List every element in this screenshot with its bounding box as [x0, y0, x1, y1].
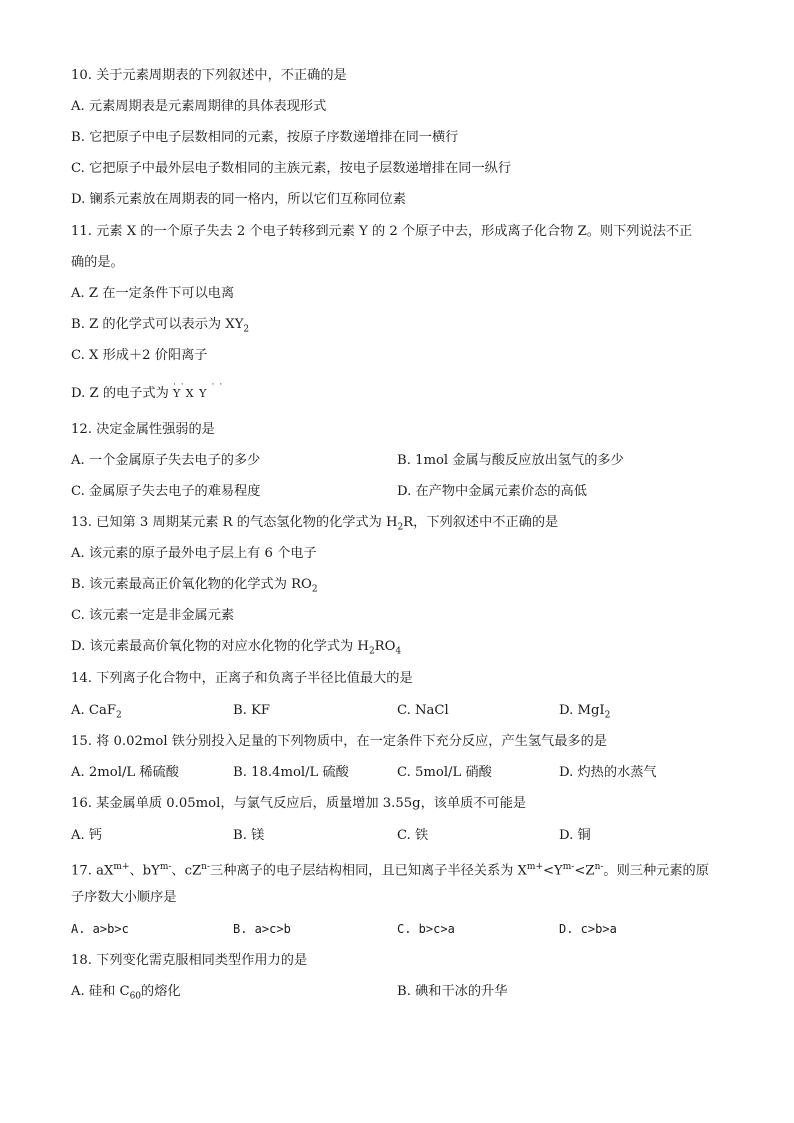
- question-18-stem: 18. 下列变化需克服相同类型作用力的是: [71, 953, 308, 968]
- question-17-stem-line1: 17. $aX^{m+}$、$bY^{m-}$、$cZ^{n-}$三种离子的电子层结构相同，且已知离子半径关系为 $X^{m+}<Y^{m-}<Z^{n-}$。则三种元素的原: [71, 862, 709, 879]
- question-10-option-d: D. 镧系元素放在周期表的同一格内，所以它们互称同位素: [71, 192, 406, 207]
- question-17-stem-line2: 子序数大小顺序是: [71, 890, 177, 905]
- question-17-option-b: B. a>c>b: [233, 922, 291, 936]
- question-10-option-a: A. 元素周期表是元素周期律的具体表现形式: [71, 99, 327, 114]
- question-12-option-c: C. 金属原子失去电子的难易程度: [71, 484, 261, 499]
- question-14-stem: 14. 下列离子化合物中，正离子和负离子半径比值最大的是: [71, 671, 413, 686]
- question-16-stem: 16. 某金属单质 0.05mol，与氯气反应后，质量增加 3.55g，该单质不可能是: [71, 796, 527, 811]
- question-15-option-a: A. 2mol/L 稀硫酸: [71, 765, 179, 780]
- question-17-option-a: A. a>b>c: [71, 922, 129, 936]
- electron-formula: · · · · Y X Y: [173, 384, 207, 404]
- question-15-option-b: B. 18.4mol/L 硫酸: [233, 765, 349, 780]
- question-17-option-d: D. c>b>a: [559, 922, 617, 936]
- question-13-option-a: A. 该元素的原子最外电子层上有 6 个电子: [71, 546, 317, 561]
- question-11-option-d: D. Z 的电子式为 · · · · Y X Y: [71, 384, 731, 404]
- question-18-option-a: A. 硅和 $C_{60}$的熔化: [71, 984, 181, 1002]
- question-16-option-c: C. 铁: [397, 828, 429, 843]
- question-15-option-d: D. 灼热的水蒸气: [559, 765, 657, 780]
- question-10-option-b: B. 它把原子中电子层数相同的元素，按原子序数递增排在同一横行: [71, 130, 459, 145]
- question-15-option-c: C. 5mol/L 硝酸: [397, 765, 492, 780]
- question-12-stem: 12. 决定金属性强弱的是: [71, 422, 215, 437]
- question-11-option-a: A. Z 在一定条件下可以电离: [71, 286, 235, 301]
- question-18-option-b: B. 碘和干冰的升华: [397, 984, 508, 999]
- question-16-option-a: A. 钙: [71, 828, 103, 843]
- question-11-option-c: C. X 形成＋2 价阳离子: [71, 348, 208, 363]
- question-16-option-b: B. 镁: [233, 828, 265, 843]
- question-14-option-c: C. NaCl: [397, 703, 449, 718]
- question-12-option-a: A. 一个金属原子失去电子的多少: [71, 453, 261, 468]
- question-15-stem: 15. 将 0.02mol 铁分别投入足量的下列物质中，在一定条件下充分反应，产生氢气最多的是: [71, 734, 607, 749]
- question-13-stem: 13. 已知第 3 周期某元素 R 的气态氢化物的化学式为 $H_2R$，下列叙述中不正确的是: [71, 515, 559, 533]
- question-11-option-b: B. Z 的化学式可以表示为 $XY_2$: [71, 317, 250, 335]
- question-12-option-d: D. 在产物中金属元素价态的高低: [397, 484, 587, 499]
- question-13-option-b: B. 该元素最高正价氧化物的化学式为 $RO_2$: [71, 577, 318, 595]
- electron-dots: · · · ·: [172, 380, 224, 390]
- question-17-option-c: C. b>c>a: [397, 922, 455, 936]
- question-11-stem-line1: 11. 元素 X 的一个原子失去 2 个电子转移到元素 Y 的 2 个原子中去，形成离子化合物 Z。则下列说法不正: [71, 224, 693, 239]
- question-10-option-c: C. 它把原子中最外层电子数相同的主族元素，按电子层数递增排在同一纵行: [71, 161, 512, 176]
- question-13-option-c: C. 该元素一定是非金属元素: [71, 608, 235, 623]
- question-10-stem: 10. 关于元素周期表的下列叙述中，不正确的是: [71, 68, 347, 83]
- question-14-option-a: A. CaF$_2$: [71, 703, 122, 721]
- question-12-option-b: B. 1mol 金属与酸反应放出氢气的多少: [397, 453, 624, 468]
- question-16-option-d: D. 铜: [559, 828, 591, 843]
- question-14-option-b: B. KF: [233, 703, 271, 718]
- question-11-stem-line2: 确的是。: [71, 255, 124, 270]
- question-14-option-d: D. MgI$_2$: [559, 703, 611, 721]
- question-13-option-d: D. 该元素最高价氧化物的对应水化物的化学式为 $H_2RO_4$: [71, 639, 402, 657]
